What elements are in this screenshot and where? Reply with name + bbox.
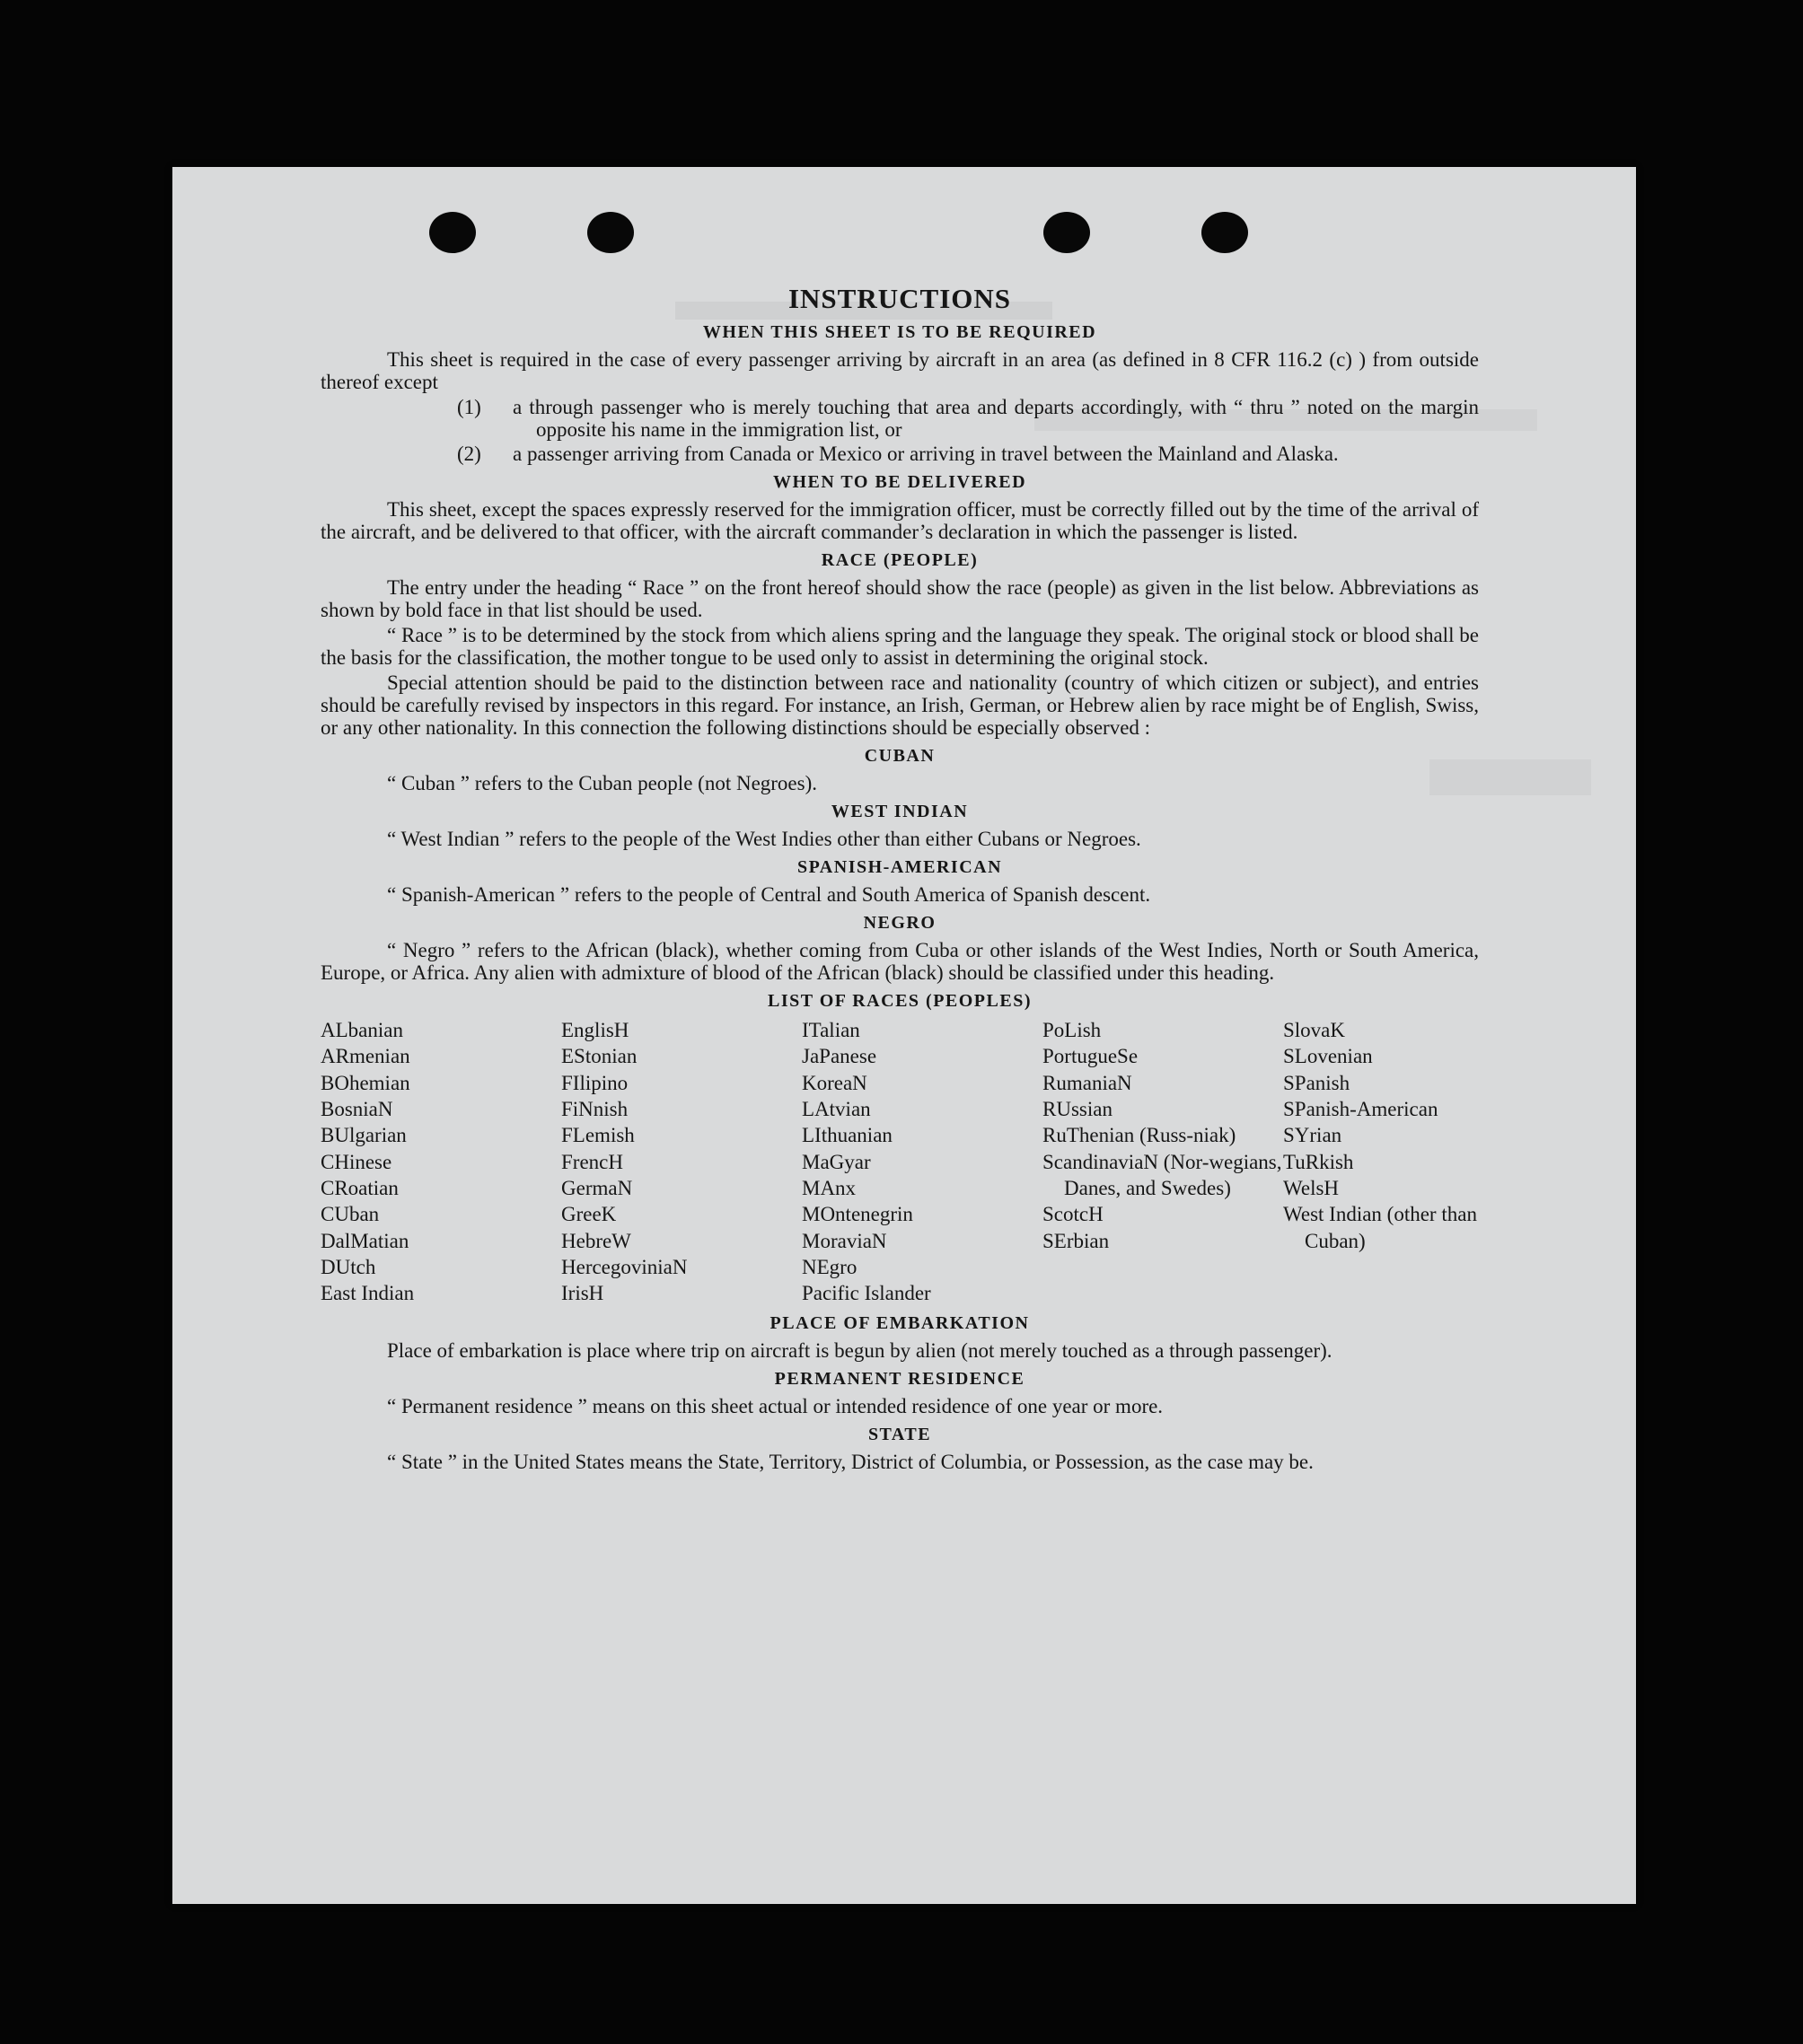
section-heading-delivered: WHEN TO BE DELIVERED [772,472,1027,493]
race-entry: West Indian (other than Cuban) [1283,1203,1477,1252]
races-column [1283,1017,1524,1306]
race-entry: GermaN [561,1176,633,1199]
item-text: a through passenger who is merely touching that area and departs accordingly, with “ thru ” noted on the margin opposite his name in the immigration list, or [513,396,1479,442]
races-column [561,1017,802,1306]
required-item [321,396,1479,441]
spanish-american-text: “ Spanish-American ” refers to the people of Central and South America of Spanish descent. [387,883,1151,907]
race-entry: SPanish-American [1283,1098,1438,1121]
negro-text: “ Negro ” refers to the African (black), whether coming from Cuba or other islands of the West Indies, North or South America, Europe, or Africa. Any alien with admixture of blood of the African (black) should be classified under this heading. [321,939,1479,985]
item-number: (2) [457,443,481,466]
race-entry: SYrian [1283,1124,1342,1147]
west-indian-text: “ West Indian ” refers to the people of the West Indies other than either Cubans or Negroes. [387,828,1141,851]
race-entry: DalMatian [321,1229,409,1252]
race-entry: MaGyar [802,1150,871,1173]
races-column [802,1017,1042,1306]
race-entry: GreeK [561,1203,617,1226]
races-column [321,1017,561,1306]
race-entry: IrisH [561,1282,604,1305]
race-entry: JaPanese [802,1045,877,1068]
race-entry: SErbian [1042,1229,1110,1252]
section-heading-state: STATE [867,1425,932,1445]
race-entry: SlovaK [1283,1019,1345,1042]
cuban-text: “ Cuban ” refers to the Cuban people (not Negroes). [387,772,818,795]
section-heading-negro: NEGRO [863,913,937,934]
race-entry: ARmenian [321,1045,410,1068]
race-entry: MOntenegrin [802,1203,913,1226]
race-entry: BUlgarian [321,1124,407,1147]
delivered-text: This sheet, except the spaces expressly reserved for the immigration officer, must be correctly filled out by the time of the arrival of the aircraft, and be delivered to that officer, with the aircraft commander’s declaration in which the passenger is listed. [321,498,1479,544]
race-entry: WelsH [1283,1176,1340,1199]
state-text: “ State ” in the United States means the State, Territory, District of Columbia, or Possession, as the case may be. [387,1451,1314,1474]
race-entry: BOhemian [321,1071,410,1094]
race-entry: CHinese [321,1150,392,1173]
race-entry: ALbanian [321,1019,403,1042]
race-entry: MAnx [802,1176,857,1199]
race-entry: HebreW [561,1229,631,1252]
page-title: INSTRUCTIONS [787,283,1011,314]
race-entry: FrencH [561,1150,623,1173]
punch-hole [1043,212,1090,253]
race-entry: HercegoviniaN [561,1255,688,1278]
race-entry: LAtvian [802,1098,871,1121]
section-heading-embarkation: PLACE OF EMBARKATION [770,1313,1030,1334]
races-column [1042,1017,1283,1306]
race-entry: PortugueSe [1042,1045,1139,1068]
race-entry: FIlipino [561,1071,629,1094]
race-entry: BosniaN [321,1098,393,1121]
race-paragraph: The entry under the heading “ Race ” on the front hereof should show the race (people) as given in the list below. Abbreviations as shown by bold face in that list should be used. [321,576,1479,622]
race-entry: RUssian [1042,1098,1113,1121]
embarkation-text: Place of embarkation is place where trip on aircraft is begun by alien (not merely touched as a through passenger). [387,1339,1332,1363]
race-entry: PoLish [1042,1019,1102,1042]
race-entry: EStonian [561,1045,638,1068]
race-entry: RuThenian (Russ-niak) [1042,1124,1236,1147]
document-page [172,167,1636,1904]
section-heading-required: WHEN THIS SHEET IS TO BE REQUIRED [702,322,1097,343]
punch-hole [587,212,634,253]
required-intro: This sheet is required in the case of every passenger arriving by aircraft in an area (as defined in 8 CFR 116.2 (c) ) from outside thereof except [321,348,1479,394]
section-heading-race: RACE (PEOPLE) [821,550,979,571]
race-entry: KoreaN [802,1071,867,1094]
section-heading-cuban: CUBAN [864,746,936,767]
section-heading-west-indian: WEST INDIAN [831,802,969,822]
race-entry: EnglisH [561,1019,629,1042]
race-paragraph: “ Race ” is to be determined by the stock from which aliens spring and the language they speak. The original stock or blood shall be the basis for the classification, the mother tongue to be used only to assist in determining the original stock. [321,624,1479,670]
race-entry: CUban [321,1203,380,1226]
race-entry: TuRkish [1283,1150,1354,1173]
race-entry: ITalian [802,1019,860,1042]
races-list [321,1017,1479,1306]
race-entry: MoraviaN [802,1229,887,1252]
race-entry: DUtch [321,1255,376,1278]
race-entry: FLemish [561,1124,635,1147]
race-entry: NEgro [802,1255,858,1278]
race-entry: RumaniaN [1042,1071,1132,1094]
race-entry: ScandinaviaN (Nor-wegians, Danes, and Swedes) [1042,1150,1282,1199]
race-entry: ScotcH [1042,1203,1104,1226]
race-paragraph: Special attention should be paid to the distinction between race and nationality (country of which citizen or subject), and entries should be carefully revised by inspectors in this regard. For instance, an Irish, German, or Hebrew alien by race might be of English, Swiss, or any other nationality. In this connection the following distinctions should be especially observed : [321,671,1479,740]
section-heading-races-list: LIST OF RACES (PEOPLES) [767,991,1032,1012]
race-entry: SPanish [1283,1071,1350,1094]
race-entry: Pacific Islander [802,1282,931,1305]
section-heading-spanish-american: SPANISH-AMERICAN [796,857,1003,878]
residence-text: “ Permanent residence ” means on this sheet actual or intended residence of one year or more. [387,1395,1164,1418]
race-entry: CRoatian [321,1176,399,1199]
instructions-content [321,282,1479,1476]
required-item [321,443,1479,465]
race-entry: FiNnish [561,1098,629,1121]
race-entry: LIthuanian [802,1124,893,1147]
punch-hole [429,212,476,253]
section-heading-residence: PERMANENT RESIDENCE [774,1369,1025,1390]
punch-hole [1201,212,1248,253]
item-text: a passenger arriving from Canada or Mexico or arriving in travel between the Mainland and Alaska. [513,443,1339,466]
race-entry: SLovenian [1283,1045,1373,1068]
item-number: (1) [457,396,481,419]
race-entry: East Indian [321,1282,415,1305]
